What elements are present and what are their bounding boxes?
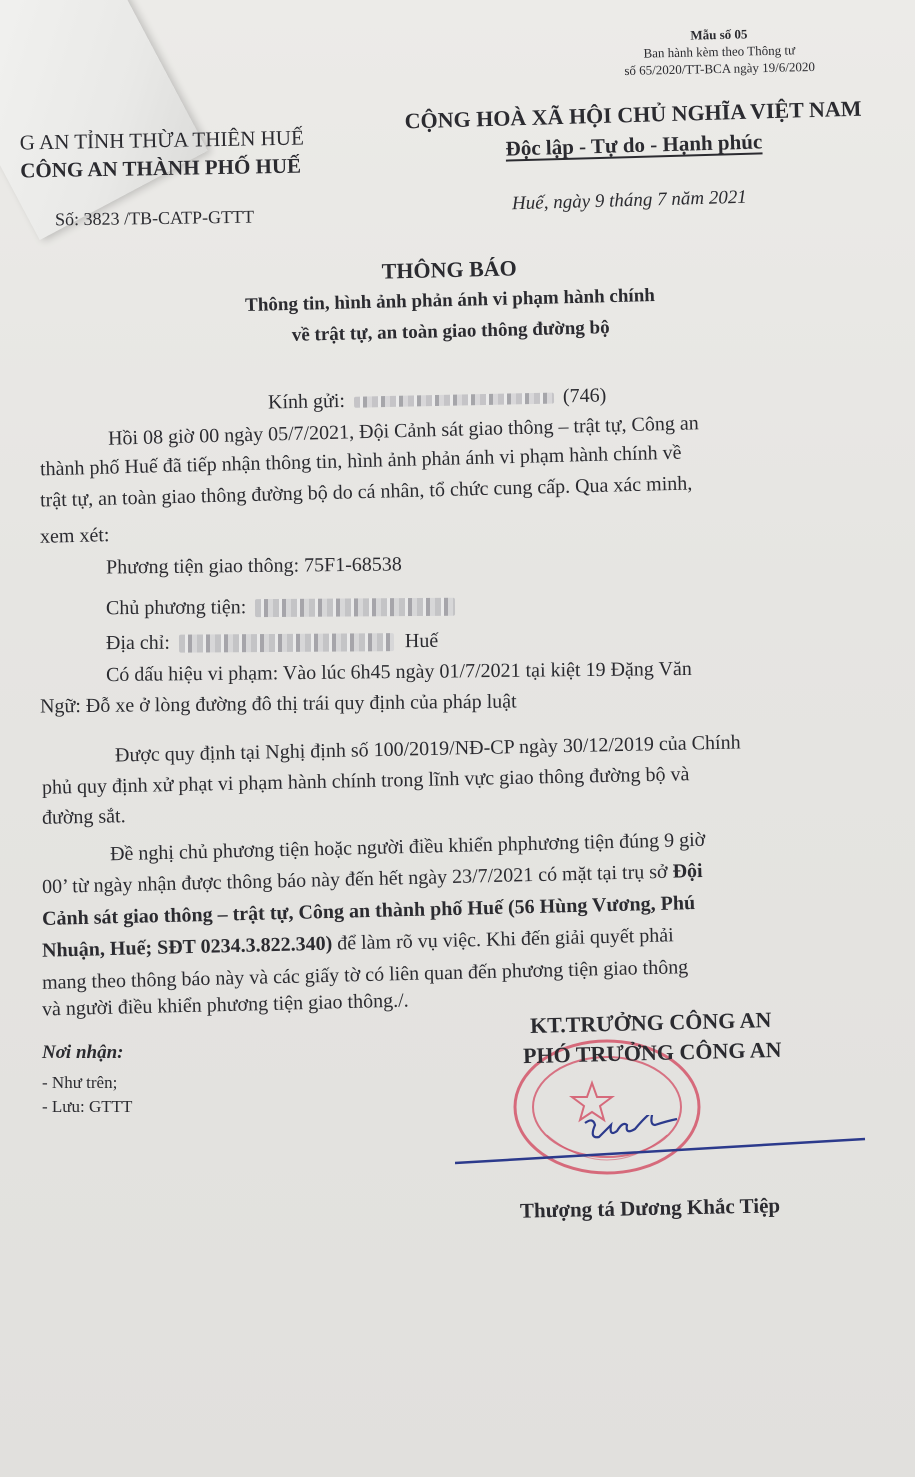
- form-ref-line2: số 65/2020/TT-BCA ngày 19/6/2020: [624, 59, 816, 78]
- request-line-4-text: để làm rõ vụ việc. Khi đến giải quyết phải: [336, 924, 674, 955]
- form-ref-line1: Ban hành kèm theo Thông tư: [643, 42, 796, 61]
- folded-page-corner: [0, 0, 208, 240]
- recipients-heading: Nơi nhận:: [42, 1042, 124, 1063]
- intro-line-2: thành phố Huế đã tiếp nhận thông tin, hình ảnh phản ánh vi phạm hành chính về: [39, 441, 682, 481]
- agency-parent: G AN TỈNH THỪA THIÊN HUẾ: [19, 125, 304, 155]
- recipient-item-2: - Lưu: GTTT: [42, 1097, 133, 1116]
- signer-name: Thượng tá Dương Khắc Tiệp: [519, 1193, 781, 1223]
- recipient-suffix: (746): [562, 384, 607, 408]
- request-line-1: Đề nghị chủ phương tiện hoặc người điều khiển phphương tiện đúng 9 giờ: [109, 828, 706, 866]
- intro-line-1: Hồi 08 giờ 00 ngày 05/7/2021, Đội Cảnh sát giao thông – trật tự, Công an: [107, 412, 699, 450]
- recipient-item-1: - Như trên;: [42, 1073, 118, 1092]
- intro-line-4: xem xét:: [39, 524, 110, 548]
- agency-unit: CÔNG AN THÀNH PHỐ HUẾ: [20, 153, 302, 183]
- nation-motto: Độc lập - Tự do - Hạnh phúc: [505, 129, 763, 161]
- request-line-3: Cảnh sát giao thông – trật tự, Công an thành phố Huế (56 Hùng Vương, Phú: [41, 892, 696, 930]
- violation-line-2: Ngữ: Đỗ xe ở lòng đường đô thị trái quy định của pháp luật: [39, 690, 517, 718]
- nation-name: CỘNG HOÀ XÃ HỘI CHỦ NGHĨA VIỆT NAM: [404, 95, 862, 134]
- signature-title-1: KT.TRƯỞNG CÔNG AN: [529, 1007, 772, 1038]
- form-reference: [624, 24, 816, 79]
- intro-line-3: trật tự, an toàn giao thông đường bộ do cá nhân, tổ chức cung cấp. Qua xác minh,: [39, 472, 693, 512]
- recipient-line: [268, 384, 607, 414]
- violation-line-1: Có dấu hiệu vi phạm: Vào lúc 6h45 ngày 01/7/2021 tại kiệt 19 Đặng Văn: [105, 657, 692, 687]
- redacted-name: [354, 392, 554, 407]
- redacted-address: [179, 634, 394, 654]
- request-line-4-bold: Nhuận, Huế; SĐT 0234.3.822.340): [41, 932, 333, 962]
- redacted-owner: [255, 598, 455, 617]
- request-line-5: mang theo thông báo này và các giấy tờ có liên quan đến phương tiện giao thông: [41, 956, 689, 994]
- document-number: Số: 3823 /TB-CATP-GTTT: [54, 206, 255, 230]
- title-sub-1: Thông tin, hình ảnh phản ánh vi phạm hành chính: [244, 284, 656, 317]
- address-suffix: Huế: [404, 629, 439, 653]
- form-code: Mẫu số 05: [690, 26, 749, 43]
- document-title: [179, 248, 721, 353]
- title-main: THÔNG BÁO: [381, 255, 518, 284]
- request-line-2: [42, 860, 703, 899]
- request-line-4: [42, 924, 674, 962]
- request-line-2-text: 00’ từ ngày nhận được thông báo này đến hết ngày 23/7/2021 có mặt tại trụ sở: [41, 860, 668, 899]
- vehicle-plate: Phương tiện giao thông: 75F1-68538: [105, 553, 402, 579]
- regulation-line-1: Được quy định tại Nghị định số 100/2019/NĐ-CP ngày 30/12/2019 của Chính: [114, 731, 741, 767]
- issuing-agency: [20, 124, 305, 185]
- request-line-6: và người điều khiển phương tiện giao thông./.: [41, 989, 409, 1021]
- title-sub-2: về trật tự, an toàn giao thông đường bộ: [291, 317, 610, 346]
- recipient-label: Kính gửi:: [267, 389, 346, 414]
- owner-line: [106, 595, 455, 620]
- regulation-line-3: đường sắt.: [41, 805, 126, 829]
- request-line-2-bold: Đội: [672, 859, 703, 883]
- address-label: Địa chỉ:: [105, 631, 170, 655]
- regulation-line-2: phủ quy định xử phạt vi phạm hành chính trong lĩnh vực giao thông đường bộ và: [41, 763, 690, 799]
- signature: [455, 1115, 875, 1175]
- owner-label: Chủ phương tiện:: [105, 596, 247, 620]
- signature-title-2: PHÓ TRƯỞNG CÔNG AN: [522, 1036, 782, 1069]
- date-line: Huế, ngày 9 tháng 7 năm 2021: [511, 186, 748, 215]
- address-line: [106, 630, 438, 655]
- national-heading: [404, 94, 862, 167]
